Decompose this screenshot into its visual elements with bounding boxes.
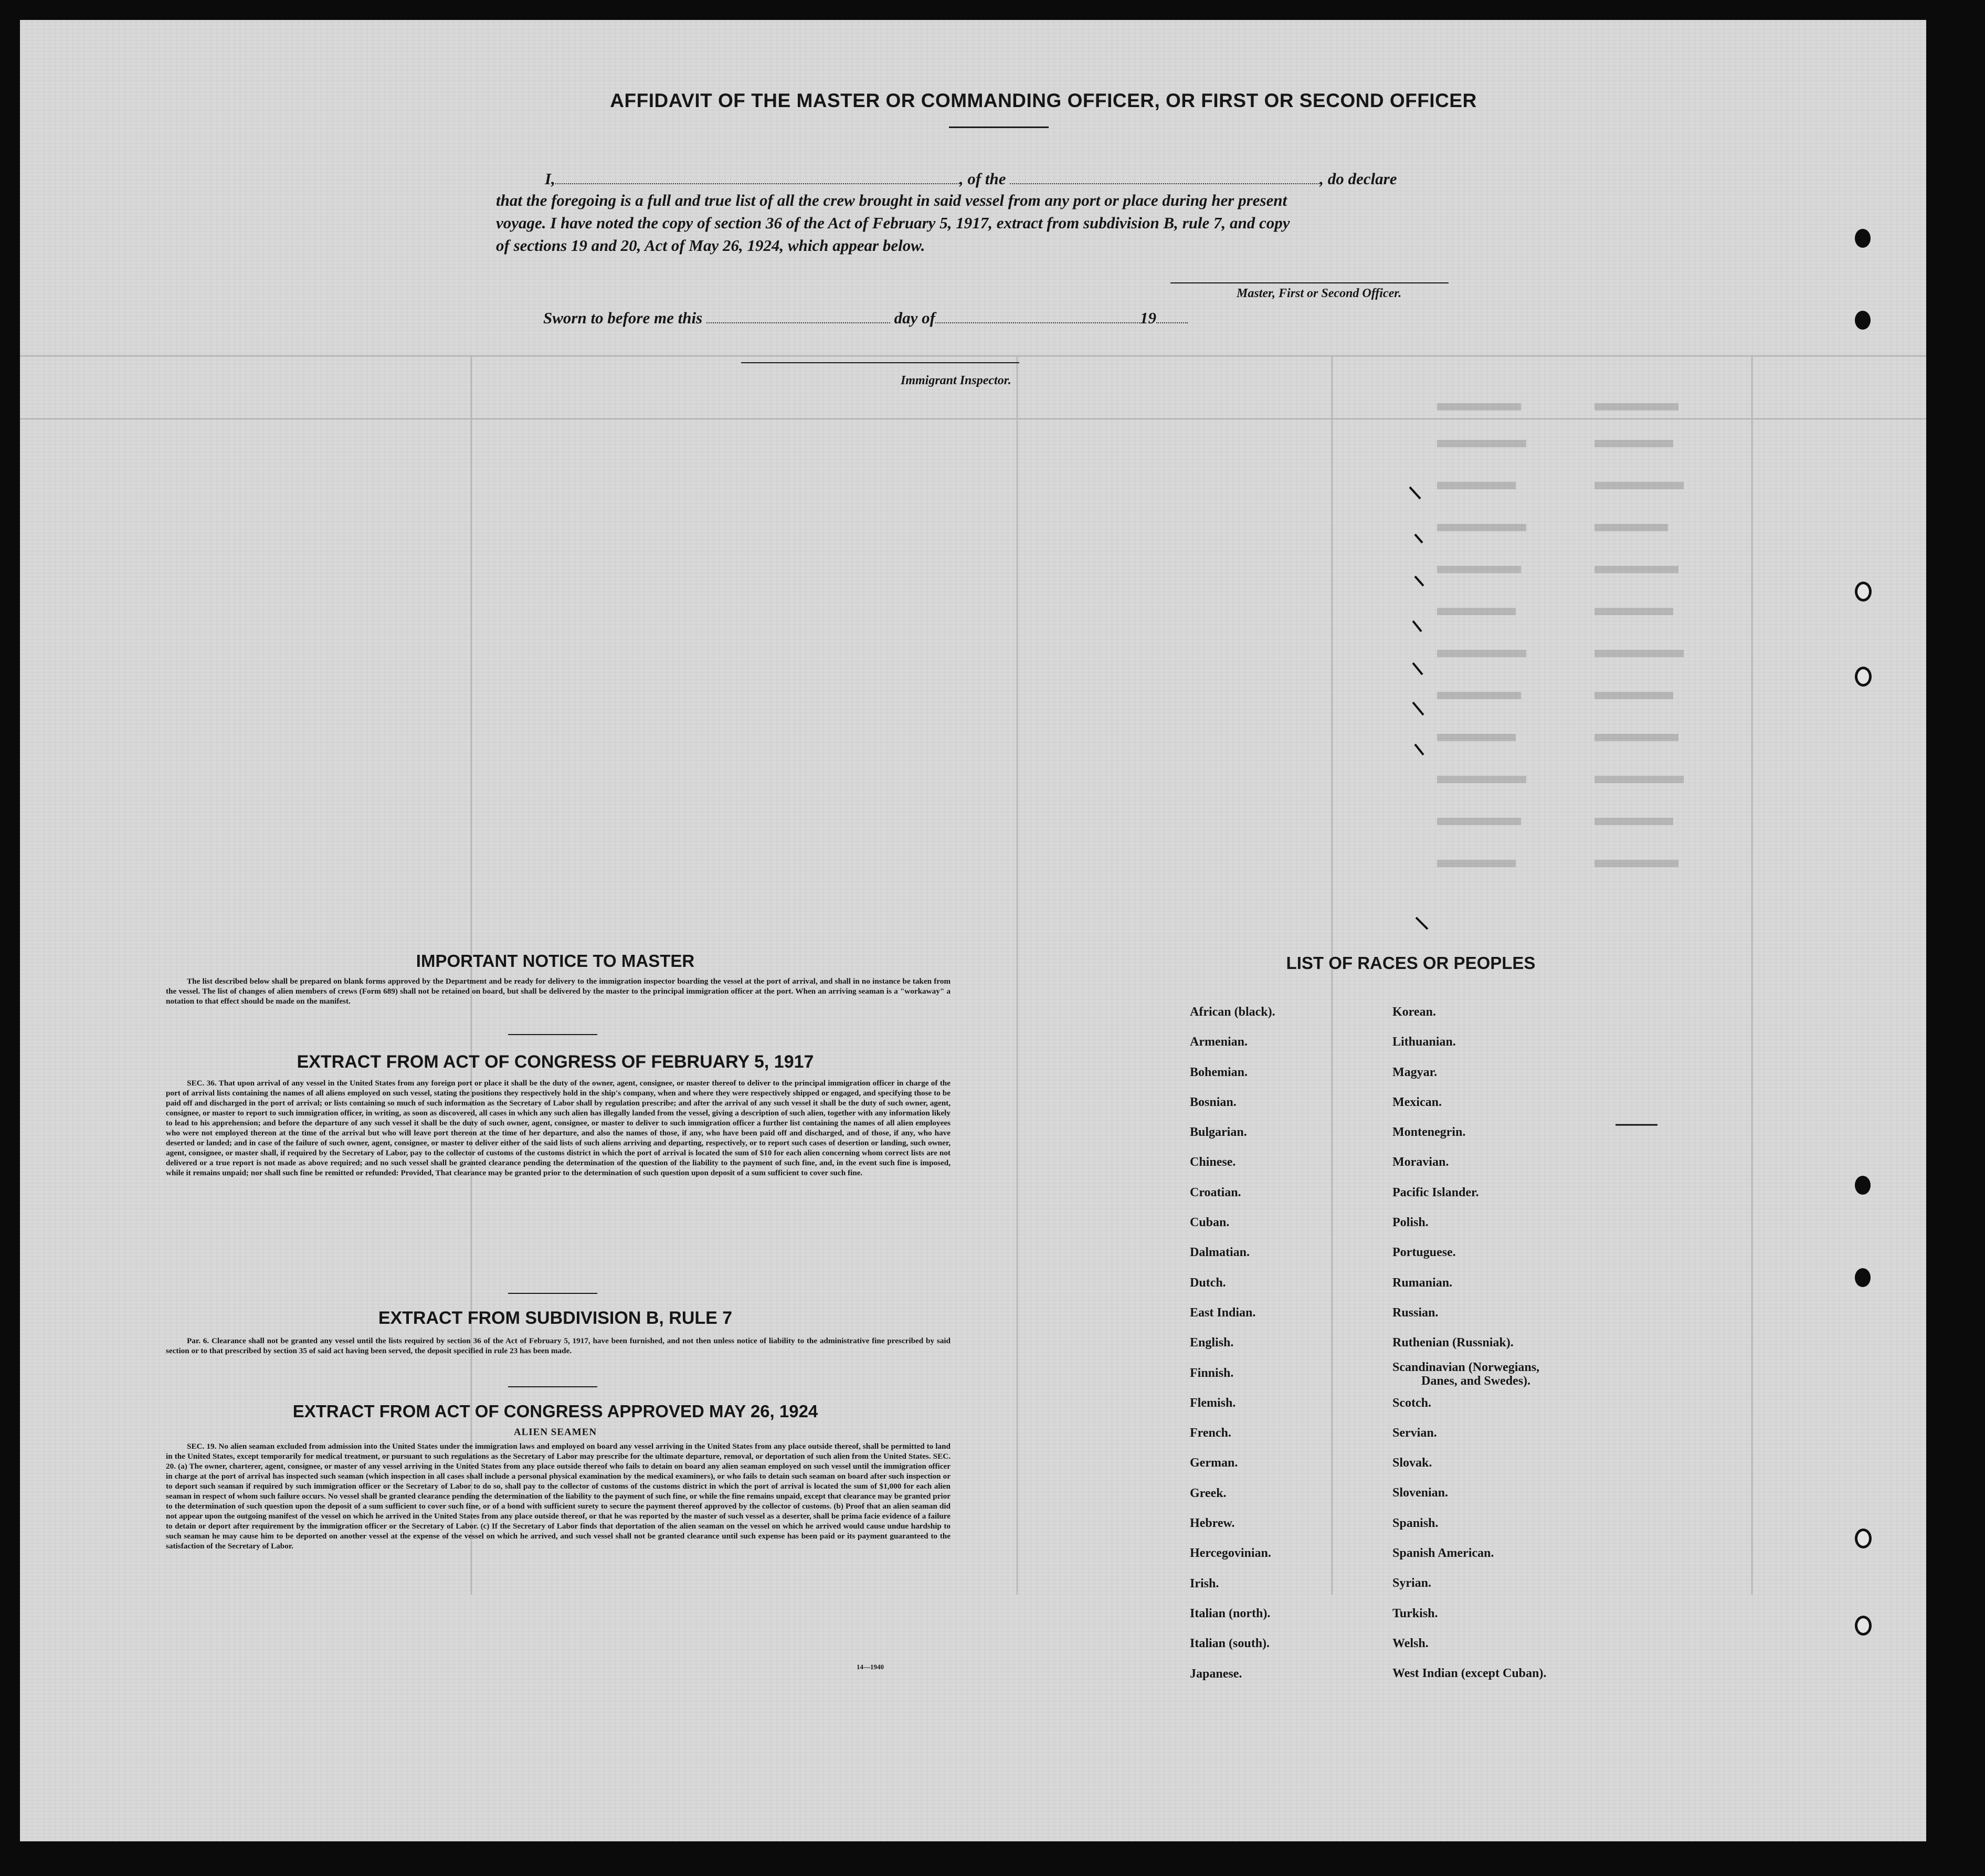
- race-item: Pacific Islander.: [1392, 1185, 1479, 1199]
- race-item: Irish.: [1190, 1576, 1219, 1590]
- notice-text: The list described below shall be prepared on blank forms approved by the Department and be ready for delivery to the immigration inspector boarding the vessel at the port of arrival, and shall in no instance be taken from the vessel. The list of changes of alien members of crews (Form 689) shall not be retained on board, but shall be delivered by the master to the principal immigration officer at the port. When an arriving seaman is a "workaway" a notation to that effect should be made on the manifest.: [166, 977, 951, 1006]
- affidavit-line-3: voyage. I have noted the copy of section 36 of the Act of February 5, 1917, extract from subdivision B, rule 7, and copy: [496, 214, 1290, 232]
- race-item: Rumanian.: [1392, 1276, 1453, 1290]
- race-item: Turkish.: [1392, 1606, 1438, 1620]
- reverse-side-bleed: [20, 20, 1926, 1841]
- punch-hole: [1855, 311, 1871, 330]
- race-item: Slovenian.: [1392, 1486, 1449, 1500]
- line1-declare: , do declare: [1319, 170, 1397, 188]
- punch-hole: [1855, 582, 1872, 602]
- extract-1924-subtitle: ALIEN SEAMEN: [513, 1427, 597, 1438]
- races-right-column: [1392, 997, 1546, 1689]
- extract-1917-text: SEC. 36. That upon arrival of any vessel in the United States from any foreign port or place it shall be the duty of the owner, agent, consignee, or master thereof to deliver to the principal immigration officer in charge of the port of arrival lists containing the names of all aliens employed on such vessel, stating the positions they respectively hold in the ship's company, when and where they were respectively shipped or engaged, and specifying those to be paid off and discharged in the port of arrival; or lists containing so much of such information as the Secretary of Labor shall by regulation prescribe; and after the arrival of any such vessel it shall be the duty of such owner, agent, consignee, or master to report to such immigration officer, in writing, as soon as discovered, all cases in which any such alien has illegally landed from the vessel, giving a description of such alien, together with any information likely to lead to his apprehension; and before the departure of any such vessel it shall be the duty of such owner, agent, consignee, or master to deliver to such immigration officer a further list containing the names of all alien employees who were not employed thereon at the time of the arrival but who will leave port thereon at the time of her departure, and also the names of those, if any, who have been paid off and discharged, and of those, if any, who have deserted or landed; and in case of the failure of such owner, agent, consignee, or master to deliver either of the said lists of such aliens arriving and departing, respectively, or to report such cases of desertion or landing, such owner, agent, consignee, or master shall, if required by the Secretary of Labor, pay to the collector of customs of the customs district in which the port of arrival is located the sum of $10 for each alien concerning whom correct lists are not delivered or a true report is not made as above required; and no such vessel shall be granted clearance pending the determination of the question of the liability to the payment of such fine, and, in the event such fine is imposed, while it remains unpaid; nor shall such fine be remitted or refunded: Provided, That clearance may be granted prior to the determination of such question upon deposit of a sum sufficient to cover such fine.: [166, 1079, 951, 1177]
- race-item: Japanese.: [1190, 1667, 1242, 1681]
- race-item: Spanish.: [1392, 1516, 1439, 1530]
- race-item: Moravian.: [1392, 1155, 1449, 1169]
- line1-i: I,: [545, 170, 555, 188]
- extract-1917-divider: [508, 1293, 597, 1294]
- race-item: Scotch.: [1392, 1396, 1431, 1410]
- race-item: Flemish.: [1190, 1396, 1236, 1410]
- race-item: Magyar.: [1392, 1065, 1438, 1079]
- pencil-dash: [1616, 1122, 1657, 1127]
- document-page: [20, 20, 1926, 1841]
- punch-hole: [1855, 667, 1872, 687]
- form-number: 14—1940: [857, 1663, 884, 1671]
- rule7-divider: [508, 1386, 597, 1387]
- sworn-prefix: Sworn to before me this: [543, 309, 703, 327]
- race-item: Lithuanian.: [1392, 1035, 1456, 1049]
- race-item: Slovak.: [1392, 1456, 1432, 1470]
- race-item: Cuban.: [1190, 1216, 1230, 1230]
- race-item: Mexican.: [1392, 1095, 1442, 1109]
- races-title: LIST OF RACES OR PEOPLES: [1286, 953, 1536, 973]
- race-item: Servian.: [1392, 1426, 1437, 1440]
- race-item: Bosnian.: [1190, 1095, 1237, 1109]
- race-item: Spanish American.: [1392, 1546, 1494, 1561]
- notice-title: IMPORTANT NOTICE TO MASTER: [416, 951, 695, 971]
- race-item: Greek.: [1190, 1486, 1227, 1500]
- extract-1924-title: EXTRACT FROM ACT OF CONGRESS APPROVED MAY 26, 1924: [292, 1401, 818, 1421]
- name-blank[interactable]: [555, 168, 959, 184]
- race-item: Croatian.: [1190, 1185, 1241, 1199]
- race-item: English.: [1190, 1336, 1234, 1350]
- race-item: Bulgarian.: [1190, 1125, 1247, 1140]
- race-item: Hebrew.: [1190, 1516, 1235, 1531]
- sworn-day-blank[interactable]: [706, 308, 890, 323]
- race-item: African (black).: [1190, 1005, 1275, 1019]
- race-item-line: Scandinavian (Norwegians,: [1392, 1360, 1540, 1374]
- rule7-text: Par. 6. Clearance shall not be granted any vessel until the lists required by section 36 of the Act of February 5, 1917, have been furnished, and not then unless notice of liability to the administrative fine prescribed by said section or to that prescribed by section 35 of said act having been served, the deposit specified in rule 23 has been made.: [166, 1336, 951, 1355]
- sworn-month-blank[interactable]: [935, 308, 1140, 323]
- affidavit-line-2: that the foregoing is a full and true list of all the crew brought in said vessel from any port or place during her present: [496, 191, 1287, 209]
- race-item-line: Danes, and Swedes).: [1421, 1374, 1531, 1388]
- punch-hole: [1855, 1268, 1871, 1287]
- punch-hole: [1855, 1176, 1871, 1195]
- race-item: Polish.: [1392, 1216, 1429, 1230]
- race-item: Hercegovinian.: [1190, 1546, 1271, 1561]
- race-item: Ruthenian (Russniak).: [1392, 1336, 1514, 1350]
- line1-of-the: , of the: [959, 170, 1006, 188]
- sworn-year: 19: [1140, 309, 1156, 327]
- race-item: Dutch.: [1190, 1276, 1226, 1290]
- inspector-label: Immigrant Inspector.: [901, 374, 1011, 387]
- race-item: Syrian.: [1392, 1576, 1432, 1590]
- notice-divider: [508, 1034, 597, 1035]
- race-item: Armenian.: [1190, 1035, 1248, 1049]
- vessel-blank[interactable]: [1010, 168, 1319, 184]
- race-item: Bohemian.: [1190, 1065, 1248, 1079]
- race-item: Korean.: [1392, 1005, 1436, 1019]
- sworn-line: [543, 308, 1188, 328]
- race-item: Italian (south).: [1190, 1637, 1270, 1651]
- extract-1924-text: SEC. 19. No alien seaman excluded from admission into the United States under the immigration laws and employed on board any vessel arriving in the United States from any place outside thereof, shall be permitted to land in the United States, except temporarily for medical treatment, or pursuant to such regulations as the Secretary of Labor may prescribe for the ultimate departure, removal, or deportation of such alien from the United States. SEC. 20. (a) The owner, charterer, agent, consignee, or master of any vessel arriving in the United States from any place outside thereof who fails to detain on board any alien seaman employed on such vessel until the immigration officer in charge at the port of arrival has inspected such seaman (which inspection in all cases shall include a personal physical examination by the medical examiners), or who fails to detain such seaman on board after such inspection or to deport such seaman if required by such immigration officer or the Secretary of Labor to do so, shall pay to the collector of customs of the customs district in which the port of arrival is located the sum of $1,000 for each alien seaman in respect of whom such failure occurs. No vessel shall be granted clearance pending the determination of the liability to the payment of such fine, or while the fine remains unpaid, except that clearance may be granted prior to the determination of such question upon the deposit of a sum sufficient to cover such fine, or of a bond with sufficient surety to secure the payment thereof approved by the collector of customs. (b) Proof that an alien seaman did not appear upon the outgoing manifest of the vessel on which he arrived in the United States from any place outside thereof, or that he was reported by the master of such vessel as a deserter, shall be prima facie evidence of a failure to detain or deport after requirement by the immigration officer or the Secretary of Labor. (c) If the Secretary of Labor finds that deportation of the alien seaman on the vessel on which he arrived would cause undue hardship to such seaman he may cause him to be deported on another vessel at the expense of the vessel on which he arrived, and such vessel shall not be granted clearance until such expense has been paid or its payment guaranteed to the satisfaction of the Secretary of Labor.: [166, 1442, 951, 1551]
- sworn-day-of: day of: [894, 309, 935, 327]
- sworn-year-blank[interactable]: [1156, 308, 1188, 323]
- inspector-signature-line[interactable]: [741, 362, 1019, 363]
- race-item: Chinese.: [1190, 1155, 1236, 1169]
- affidavit-line-4: of sections 19 and 20, Act of May 26, 1924, which appear below.: [496, 236, 925, 255]
- master-signature-label: Master, First or Second Officer.: [1237, 287, 1402, 300]
- race-item: Italian (north).: [1190, 1606, 1271, 1620]
- race-item: Finnish.: [1190, 1366, 1234, 1380]
- race-item: German.: [1190, 1456, 1238, 1470]
- race-item: West Indian (except Cuban).: [1392, 1667, 1547, 1681]
- race-item: Welsh.: [1392, 1636, 1429, 1650]
- master-signature-line[interactable]: [1170, 282, 1449, 283]
- race-item: [1392, 1358, 1546, 1388]
- title-underline: [949, 127, 1049, 128]
- race-item: Portuguese.: [1392, 1246, 1456, 1260]
- race-item: Montenegrin.: [1392, 1125, 1466, 1140]
- race-item: East Indian.: [1190, 1305, 1256, 1320]
- punch-hole: [1855, 1529, 1872, 1548]
- punch-hole: [1855, 1616, 1872, 1636]
- affidavit-title: AFFIDAVIT OF THE MASTER OR COMMANDING OFFICER, OR FIRST OR SECOND OFFICER: [610, 90, 1477, 111]
- race-item: Dalmatian.: [1190, 1246, 1250, 1260]
- pencil-marks: [1406, 482, 1469, 954]
- extract-1917-title: EXTRACT FROM ACT OF CONGRESS OF FEBRUARY 5, 1917: [297, 1052, 814, 1072]
- race-item: French.: [1190, 1426, 1231, 1440]
- affidavit-line-1: [545, 168, 1397, 188]
- punch-hole: [1855, 229, 1871, 248]
- races-left-column: [1190, 997, 1275, 1689]
- race-item: Russian.: [1392, 1305, 1439, 1320]
- rule7-title: EXTRACT FROM SUBDIVISION B, RULE 7: [378, 1308, 733, 1328]
